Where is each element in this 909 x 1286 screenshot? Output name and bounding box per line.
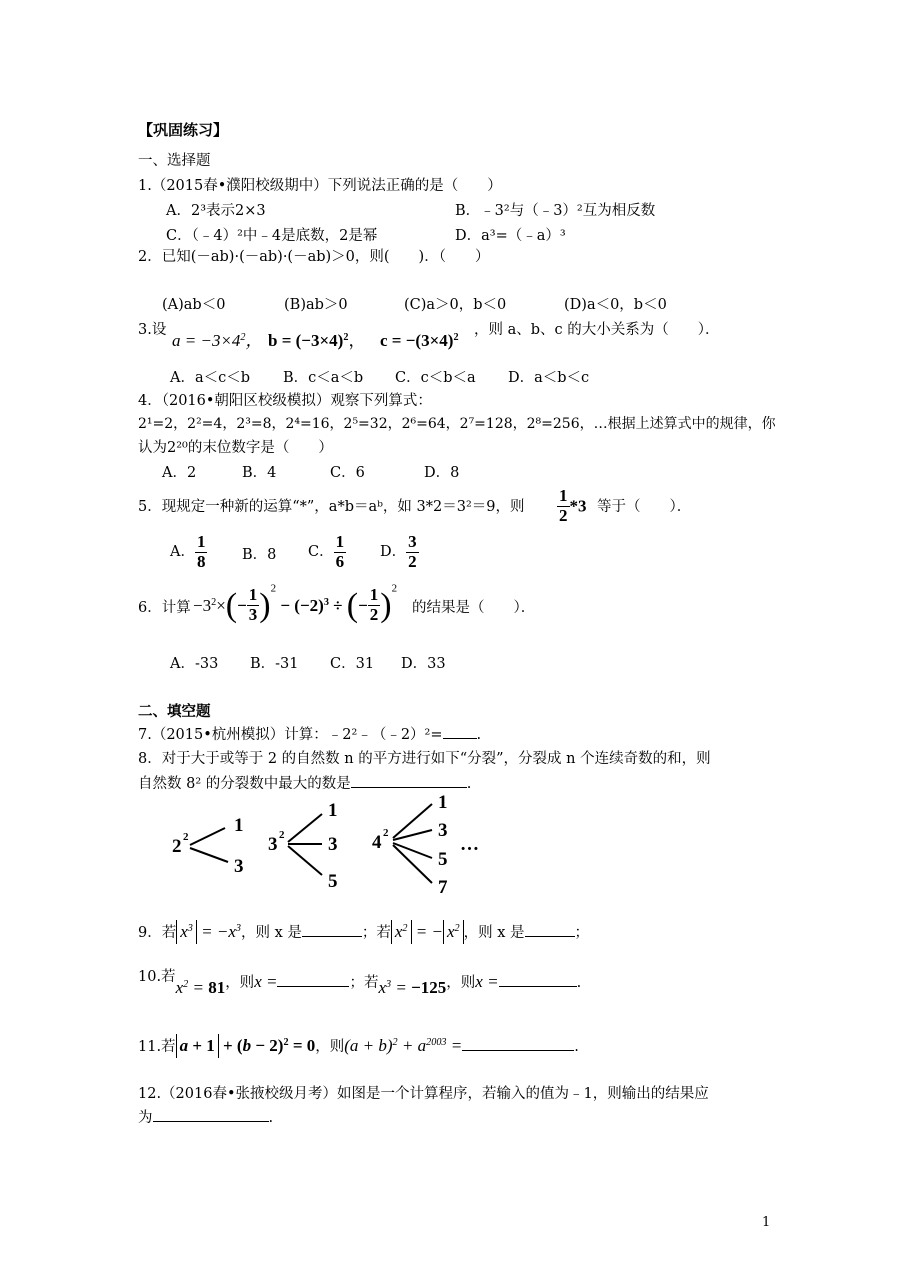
part2-title: 二、填空题 (138, 703, 211, 720)
g2-leaf-1: 1 (328, 800, 338, 821)
q11-blank[interactable] (462, 1049, 574, 1051)
q6-tail: 的结果是（ ）． (412, 600, 536, 616)
q3-expr-a: $a = -3\times 4^2$， (172, 331, 263, 350)
g3-base: 4 (372, 832, 382, 853)
q3-tail: ，则 a、b、c 的大小关系为（ ）． (474, 322, 720, 338)
q4-option-d: D．8 (424, 465, 460, 481)
q5-option-c: C． $\frac{1}{6}$ (308, 532, 345, 571)
q8-line2: 自然数 8² 的分裂数中最大的数是 . (138, 776, 472, 792)
q6-option-a: A．-33 (170, 656, 219, 672)
q4-line3: 认为2²⁰的末位数字是（ ） (138, 440, 333, 456)
q5-option-b: B．8 (242, 547, 277, 563)
q2-option-c: (C)a＞0，b＜0 (404, 297, 507, 313)
q1-option-b: B．﹣3²与（﹣3）²互为相反数 (455, 203, 656, 219)
q1-option-d: D．a³=（﹣a）³ (455, 228, 566, 244)
g1-leaf-2: 3 (234, 856, 244, 877)
g1-leaf-1: 1 (234, 815, 244, 836)
q5-expr: $\frac{1}{2}$ *3 (559, 486, 587, 525)
q6-option-b: B．-31 (250, 656, 299, 672)
q6-expression: $-3^2\times(-$ $\frac{1}{3}$ )$^2 - (-2)^3$ ÷ (− $\frac{1}{2}$ )$^2$ (193, 582, 398, 625)
q7: 7.（2015•杭州模拟）计算：﹣2²﹣（﹣2）²= . (138, 727, 482, 743)
page-number: 1 (762, 1215, 771, 1230)
q10-blank-1[interactable] (277, 985, 349, 987)
q9-blank-1[interactable] (302, 935, 362, 937)
q5-option-a: A． $\frac{1}{8}$ (170, 532, 206, 571)
q5-option-d: D． $\frac{3}{2}$ (380, 532, 417, 571)
q6-stem: 6．计算 (138, 600, 191, 616)
q2-option-b: (B)ab＞0 (284, 297, 348, 313)
q10: 10.若$x^2 = 81$，则x = ；若$x^3 = -125$，则x = . (138, 969, 582, 997)
g2-base: 3 (268, 834, 278, 855)
q3-number: 3.设 (138, 322, 167, 338)
q12-line1: 12.（2016春•张掖校级月考）如图是一个计算程序，若输入的值为﹣1，则输出的结果应 (138, 1086, 709, 1102)
g1-exp: 2 (183, 831, 189, 843)
g2-leaf-3: 5 (328, 871, 338, 892)
q6-option-d: D．33 (401, 656, 446, 672)
q12-line2: 为 . (138, 1110, 274, 1126)
q3-stem (138, 322, 166, 339)
q11: 11.若 $a + 1 + (b - 2)^2 = 0$，则$(a + b)^2 + a^{2003}$ = . (138, 1034, 579, 1058)
q4-option-c: C．6 (330, 465, 365, 481)
q6-option-c: C．31 (330, 656, 375, 672)
q3-expr-c: $c = -(3\times 4)^2$ (380, 331, 459, 350)
q5-tail: 等于（ ）． (597, 499, 692, 515)
q3-option-c: C．c＜b＜a (395, 370, 476, 386)
q1-stem: 1.（2015春•濮阳校级期中）下列说法正确的是（ ） (138, 178, 502, 194)
q10-blank-2[interactable] (499, 985, 577, 987)
g3-leaf-1: 1 (438, 792, 448, 813)
q3-option-a: A．a＜c＜b (170, 370, 251, 386)
g1-branch-1 (190, 828, 225, 845)
q3-expr-b: $b = (-3\times 4)^2$， (268, 331, 366, 350)
g3-leaf-2: 3 (438, 820, 448, 841)
q4-stem: 4．（2016•朝阳区校级模拟）观察下列算式： (138, 393, 432, 409)
g2-branch-1 (288, 814, 322, 842)
q8-split-diagram (160, 790, 500, 900)
q4-line2: 2¹=2，2²=4，2³=8，2⁴=16，2⁵=32，2⁶=64，2⁷=128，2⁸=256，…根据上述算式中的规律，你 (138, 416, 776, 432)
q8-answer-blank[interactable] (351, 786, 467, 788)
q12-blank[interactable] (153, 1120, 269, 1122)
g3-leaf-3: 5 (438, 849, 448, 870)
q9-blank-2[interactable] (525, 935, 575, 937)
g2-branch-3 (288, 846, 322, 875)
q1-option-c: C．（﹣4）²中﹣4是底数，2是幂 (166, 228, 378, 244)
q8-line1: 8．对于大于或等于 2 的自然数 n 的平方进行如下“分裂”，分裂成 n 个连续奇数的和，则 (138, 751, 711, 767)
g3-leaf-4: 7 (438, 877, 448, 898)
q1-option-a: A．2³表示2×3 (166, 203, 266, 219)
q4-option-a: A．2 (162, 465, 197, 481)
g3-exp: 2 (383, 827, 389, 839)
q4-option-b: B．4 (242, 465, 277, 481)
g3-branch-1 (393, 804, 432, 838)
q9: 9．若 $x^3 = -x^3$，则 x 是 ；若 $x^2$ = − $x^2$ ，则 x 是 ； (138, 920, 589, 944)
g2-exp: 2 (279, 829, 285, 841)
g3-branch-2 (393, 830, 432, 840)
q2-option-a: (A)ab＜0 (162, 297, 226, 313)
diagram-ellipsis: … (460, 834, 479, 855)
g1-base: 2 (172, 836, 182, 857)
q3-option-d: D．a＜b＜c (508, 370, 590, 386)
g1-branch-2 (190, 848, 228, 862)
q2-option-d: (D)a＜0，b＜0 (564, 297, 667, 313)
q3-option-b: B．c＜a＜b (283, 370, 364, 386)
section-header: 【巩固练习】 (138, 121, 229, 139)
q7-answer-blank[interactable] (443, 737, 477, 739)
g2-leaf-2: 3 (328, 834, 338, 855)
part1-title: 一、选择题 (138, 153, 211, 169)
q2-stem: 2．已知(－ab)·(－ab)·(－ab)＞0，则( )．（ ） (138, 249, 490, 265)
q5-fraction: $\frac{1}{2}$ (559, 486, 568, 525)
q5-stem: 5．现规定一种新的运算“*”，a*b＝aᵇ，如 3*2＝3²＝9，则 (138, 499, 525, 515)
